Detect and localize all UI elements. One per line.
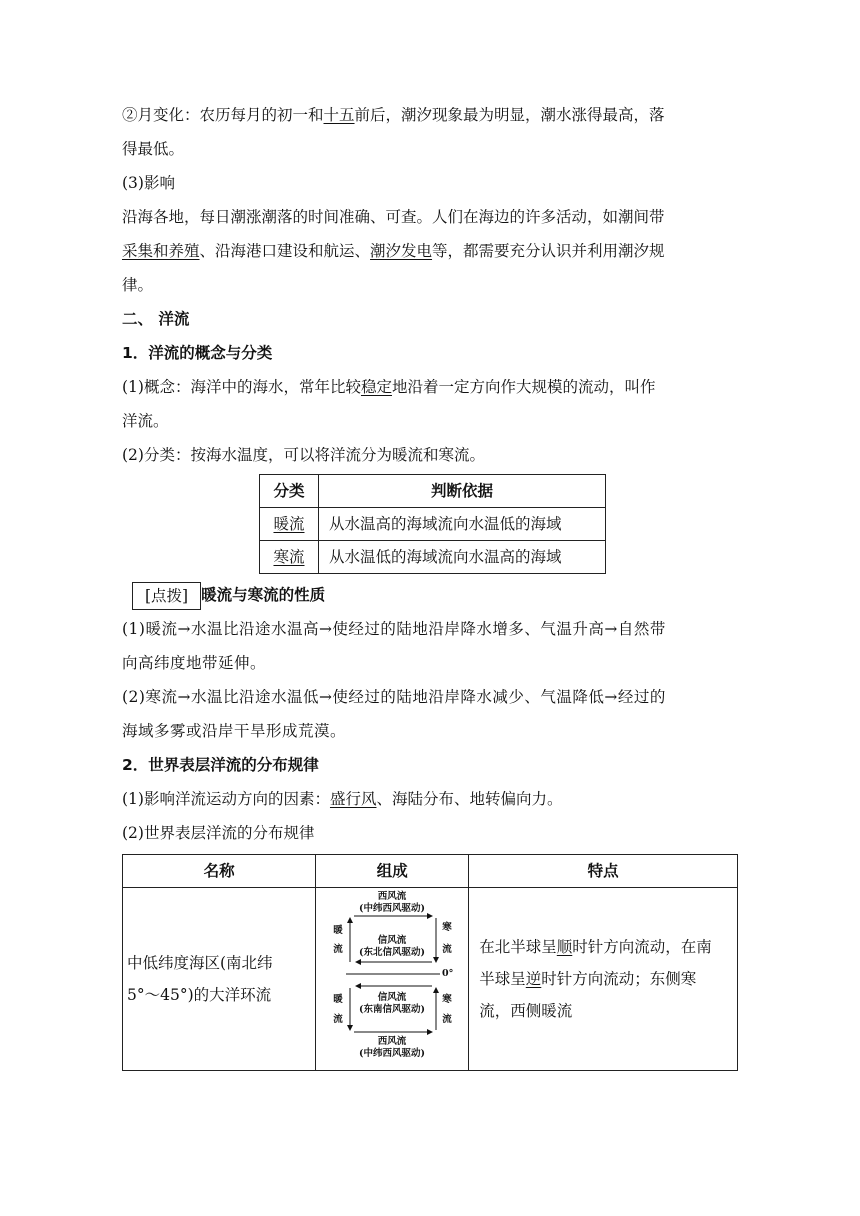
text: (1)影响洋流运动方向的因素： <box>122 790 330 808</box>
cold-label-north-2: 流 <box>442 944 453 955</box>
underlined-term: 顺 <box>556 938 573 956</box>
warm-label-south-2: 流 <box>333 1014 344 1025</box>
table-header-cell: 组成 <box>316 855 469 888</box>
underlined-term: 逆 <box>525 970 542 988</box>
warm-label-north: 暖 <box>333 925 344 936</box>
text: 时针方向流动；东侧寒 <box>541 970 697 988</box>
table-row <box>123 888 738 1071</box>
text: 半球呈 <box>479 970 526 988</box>
text: 流，西侧暖流 <box>479 1002 573 1020</box>
west-wind-drift-bottom-sub: (中纬西风驱动) <box>359 1048 426 1059</box>
cold-current-line-2: 海域多雾或沿岸干旱形成荒漠。 <box>122 722 347 740</box>
table-cell-diagram <box>316 888 469 1071</box>
concept-line-1 <box>122 370 738 404</box>
se-trade-sub: (东南信风驱动) <box>359 1004 426 1015</box>
ocean-gyre-diagram <box>316 888 468 1070</box>
text: 地沿着一定方向作大规模的流动，叫作 <box>391 378 656 396</box>
classification-table <box>259 474 606 574</box>
document-page <box>122 98 738 1071</box>
cold-label-north: 寒 <box>442 922 453 933</box>
impact-paragraph-line-1: 沿海各地，每日潮涨潮落的时间准确、可查。人们在海边的许多活动，如潮间带 <box>122 208 665 226</box>
table-header-cell: 特点 <box>469 855 738 888</box>
table-header-row <box>123 855 738 888</box>
cold-label-south-2: 流 <box>442 1014 453 1025</box>
features-text <box>479 931 727 1027</box>
text: (1)概念：海洋中的海水，常年比较 <box>122 378 361 396</box>
impact-paragraph-line-2 <box>122 234 738 268</box>
se-trade-title: 信风流 <box>377 992 407 1003</box>
name-line-2: 5°～45°)的大洋环流 <box>127 986 272 1004</box>
text: 等，都需要充分认识并利用潮汐规 <box>432 242 665 260</box>
warm-label-south: 暖 <box>333 994 344 1005</box>
underlined-term: 暖流 <box>273 515 305 533</box>
table-cell <box>260 541 319 574</box>
tip-line <box>122 578 738 612</box>
subsection-heading-distribution: 2．世界表层洋流的分布规律 <box>122 756 319 774</box>
ne-trade-title: 信风流 <box>377 935 407 946</box>
text: 、沿海港口建设和航运、 <box>199 242 371 260</box>
distribution-table <box>122 854 738 1071</box>
text: 时针方向流动，在南 <box>572 938 712 956</box>
concept-line-2: 洋流。 <box>122 412 169 430</box>
table-cell: 从水温低的海域流向水温高的海域 <box>319 541 606 574</box>
text: 、海陆分布、地转偏向力。 <box>376 790 563 808</box>
table-header-cell: 分类 <box>260 475 319 508</box>
factors-line <box>122 782 738 816</box>
table-cell-name <box>123 888 316 1071</box>
cold-current-line-1: (2)寒流→水温比沿途水温低→使经过的陆地沿岸降水减少、气温降低→经过的 <box>122 688 666 706</box>
equator-label: 0° <box>442 968 454 979</box>
west-wind-drift-top-sub: (中纬西风驱动) <box>359 903 426 914</box>
tip-badge: [点拨] <box>132 582 201 610</box>
table-cell-features <box>469 888 738 1071</box>
underlined-term: 稳定 <box>360 378 392 396</box>
underlined-term: 采集和养殖 <box>122 242 200 260</box>
west-wind-drift-top-title: 西风流 <box>377 891 407 902</box>
pattern-line: (2)世界表层洋流的分布规律 <box>122 824 315 842</box>
underlined-term: 十五 <box>323 106 355 124</box>
warm-current-line-1: (1)暖流→水温比沿途水温高→使经过的陆地沿岸降水增多、气温升高→自然带 <box>122 620 666 638</box>
warm-label-north-2: 流 <box>333 944 344 955</box>
section-heading-ocean-currents: 二、 洋流 <box>122 310 190 328</box>
monthly-variation-line-2: 得最低。 <box>122 140 185 158</box>
table-row <box>260 541 606 574</box>
cold-label-south: 寒 <box>442 994 453 1005</box>
table-row <box>260 508 606 541</box>
monthly-variation-line <box>122 98 738 132</box>
underlined-term: 寒流 <box>273 548 305 566</box>
subsection-heading-concept: 1．洋流的概念与分类 <box>122 344 273 362</box>
table-header-cell: 名称 <box>123 855 316 888</box>
tip-title: 暖流与寒流的性质 <box>201 586 326 604</box>
classification-line: (2)分类：按海水温度，可以将洋流分为暖流和寒流。 <box>122 446 485 464</box>
table-cell: 从水温高的海域流向水温低的海域 <box>319 508 606 541</box>
text: 在北半球呈 <box>479 938 557 956</box>
table-header-row <box>260 475 606 508</box>
impact-heading: (3)影响 <box>122 174 175 192</box>
west-wind-drift-bottom-title: 西风流 <box>377 1036 407 1047</box>
table-cell <box>260 508 319 541</box>
text: 前后，潮汐现象最为明显，潮水涨得最高，落 <box>354 106 665 124</box>
impact-paragraph-line-3: 律。 <box>122 276 154 294</box>
text: ②月变化：农历每月的初一和 <box>122 106 324 124</box>
warm-current-line-2: 向高纬度地带延伸。 <box>122 654 267 672</box>
name-line-1: 中低纬度海区(南北纬 <box>127 954 273 972</box>
table-header-cell: 判断依据 <box>319 475 606 508</box>
underlined-term: 潮汐发电 <box>370 242 433 260</box>
ne-trade-sub: (东北信风驱动) <box>359 947 426 958</box>
underlined-term: 盛行风 <box>329 790 377 808</box>
